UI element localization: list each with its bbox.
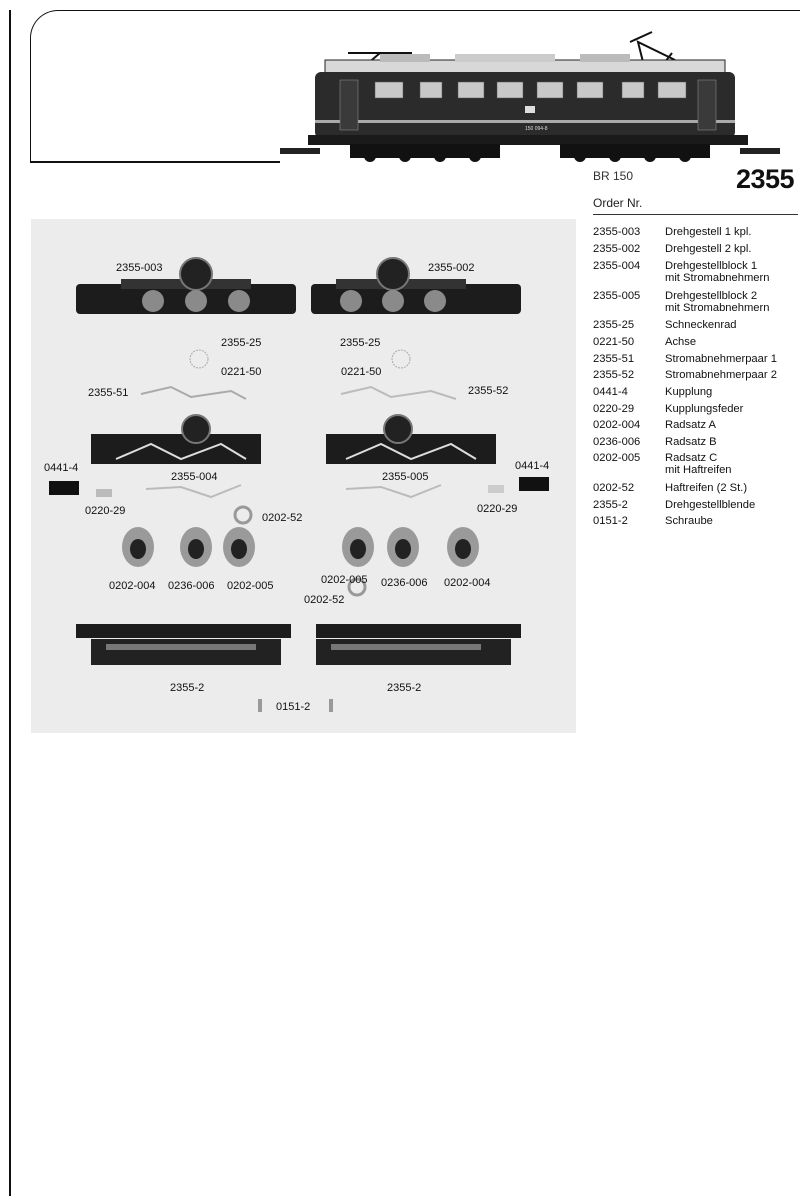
photo-label: 2355-52 — [468, 385, 509, 397]
bogie-block-2-part — [326, 415, 496, 464]
photo-label: 2355-002 — [428, 262, 475, 274]
photo-label: 0221-50 — [341, 366, 382, 378]
parts-drawing — [31, 219, 576, 733]
spring-right — [488, 485, 504, 493]
bogie-1-part — [76, 258, 296, 314]
worm-gear-left — [190, 350, 208, 368]
photo-label: 0151-2 — [276, 701, 311, 713]
page-margin-rule — [9, 10, 11, 1196]
exploded-parts-photo — [31, 219, 576, 733]
side-frame-left — [76, 624, 291, 665]
screw-icon — [329, 699, 333, 712]
locomotive-illustration — [280, 20, 790, 165]
wheelsets-right — [342, 527, 479, 567]
photo-label: 2355-005 — [382, 471, 429, 483]
photo-label: 0441-4 — [44, 462, 79, 474]
photo-label: 0202-52 — [304, 594, 345, 606]
photo-label: 0221-50 — [221, 366, 262, 378]
photo-label: 2355-25 — [340, 337, 381, 349]
photo-label: 0220-29 — [85, 505, 126, 517]
coupling-left — [49, 481, 79, 495]
order-heading: Order Nr. — [593, 196, 643, 210]
photo-label: 0236-006 — [381, 577, 428, 589]
loco-number-plate: 150 094-8 — [525, 126, 548, 132]
header-underline — [30, 161, 280, 163]
wheelsets-left — [122, 527, 255, 567]
spring-left — [96, 489, 112, 497]
bogie-block-1-part — [91, 415, 261, 464]
pickup-pair-2 — [341, 387, 456, 399]
order-rule — [593, 214, 798, 215]
photo-label: 2355-2 — [170, 682, 205, 694]
bogie-2-part — [311, 258, 521, 314]
series-label: BR 150 — [593, 169, 634, 183]
photo-label: 0220-29 — [477, 503, 518, 515]
screw-icon — [258, 699, 262, 712]
photo-label: 2355-003 — [116, 262, 163, 274]
photo-label: 2355-51 — [88, 387, 129, 399]
photo-label: 0202-005 — [321, 574, 368, 586]
side-frame-right — [316, 624, 521, 665]
photo-label: 2355-2 — [387, 682, 422, 694]
photo-label: 2355-004 — [171, 471, 218, 483]
tire-left — [235, 507, 251, 523]
catalog-number: 2355 — [736, 164, 795, 194]
photo-label: 0236-006 — [168, 580, 215, 592]
photo-label: 0202-52 — [262, 512, 303, 524]
photo-label: 0202-004 — [109, 580, 156, 592]
photo-label: 2355-25 — [221, 337, 262, 349]
coupling-right — [519, 477, 549, 491]
photo-label: 0202-005 — [227, 580, 274, 592]
worm-gear-right — [392, 350, 410, 368]
pickup-pair-1 — [141, 387, 246, 399]
photo-label: 0441-4 — [515, 460, 550, 472]
loco-bogies — [350, 144, 710, 162]
photo-label: 0202-004 — [444, 577, 491, 589]
